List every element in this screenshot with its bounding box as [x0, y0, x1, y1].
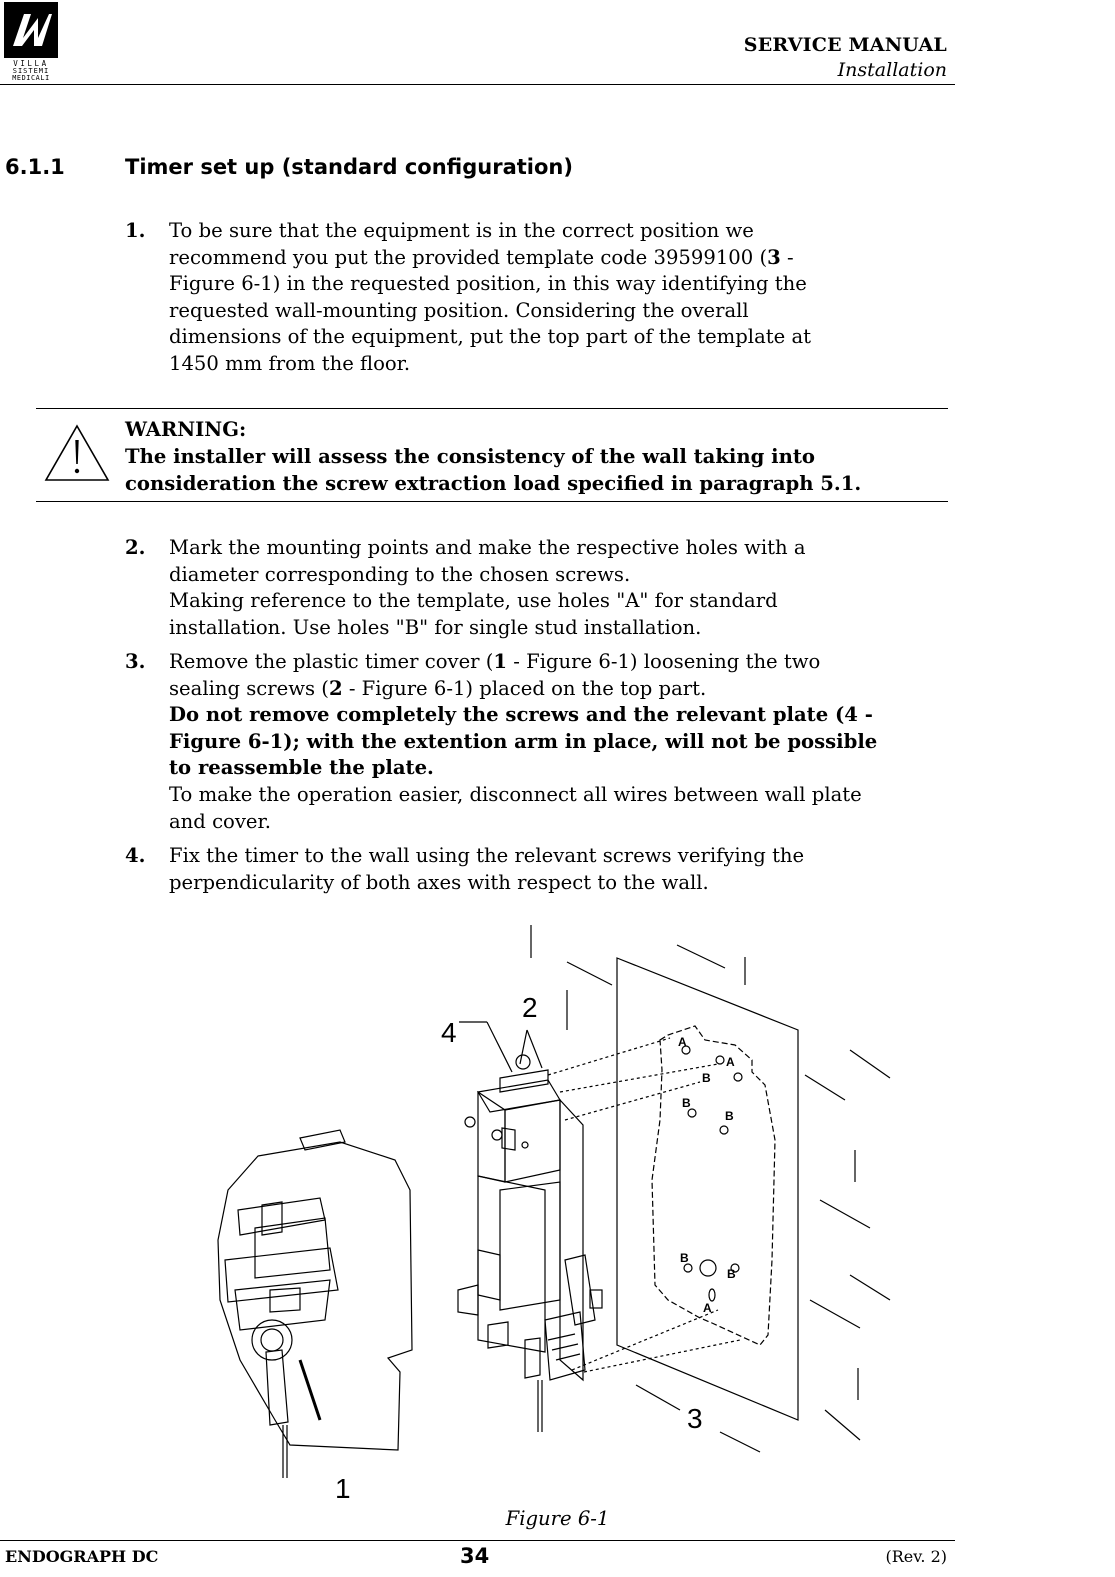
logo-text-villa: VILLA: [13, 59, 49, 68]
callout-3: 3: [687, 1403, 703, 1434]
step-text: Remove the plastic timer cover (: [169, 650, 494, 673]
hole-label-a: A: [678, 1035, 687, 1049]
warning-line: consideration the screw extraction load specified in paragraph 5.1.: [125, 472, 862, 495]
step-line: [169, 755, 947, 782]
step-text-bold: 2: [328, 676, 343, 700]
step-2: [125, 535, 947, 641]
section-number: 6.1.1: [5, 155, 65, 179]
step-text: Figure 6-1) in the requested position, in this way identifying the: [169, 272, 807, 296]
step-line: [169, 676, 947, 703]
warning-triangle-icon: [42, 422, 112, 484]
villa-sistemi-medicali-logo: [4, 2, 58, 80]
step-text: recommend you put the provided template code 39599100 (: [169, 245, 768, 269]
warning-title: WARNING:: [125, 418, 247, 441]
step-line: [169, 271, 947, 298]
footer-page-number: 34: [460, 1544, 490, 1568]
step-4: [125, 843, 947, 896]
warning-top-rule: [36, 408, 948, 409]
step-text-bold: Figure 6-1); with the extention arm in place, will not be possible: [169, 729, 878, 753]
hole-label-b: B: [702, 1071, 711, 1085]
figure-caption: Figure 6-1: [505, 1507, 610, 1530]
step-text-bold: Do not remove completely the screws and the relevant plate (4 -: [169, 703, 873, 727]
step-text: - Figure 6-1) loosening the two: [507, 650, 821, 673]
hole-label-a: A: [726, 1055, 735, 1069]
step-text: perpendicularity of both axes with respect to the wall.: [169, 870, 709, 894]
step-text: Mark the mounting points and make the respective holes with a: [169, 536, 806, 559]
step-line: [169, 535, 947, 562]
step-text: installation. Use holes "B" for single stud installation.: [169, 615, 702, 639]
footer-revision: (Rev. 2): [885, 1547, 947, 1566]
step-line: [169, 588, 947, 615]
hole-label-b: B: [725, 1109, 734, 1123]
step-line: [169, 649, 947, 676]
callout-1: 1: [335, 1473, 351, 1504]
step-text: 1450 mm from the floor.: [169, 351, 411, 375]
step-number: 2.: [125, 536, 146, 559]
step-line: [169, 809, 947, 836]
step-text: Making reference to the template, use holes "A" for standard: [169, 589, 778, 613]
callout-4: 4: [441, 1017, 457, 1048]
step-line: [169, 729, 947, 756]
section-title: Timer set up (standard configuration): [125, 155, 573, 179]
logo-text-medicali: MEDICALI: [12, 74, 50, 82]
callout-2: 2: [522, 992, 538, 1023]
step-line: [169, 562, 947, 589]
warning-text: [125, 416, 861, 497]
step-text: To make the operation easier, disconnect all wires between wall plate: [169, 782, 862, 806]
hole-label-b: B: [680, 1251, 689, 1265]
step-line: [169, 298, 947, 325]
step-line: [169, 782, 947, 809]
logo-text-sistemi: SISTEMI: [12, 67, 50, 75]
header-subtitle: Installation: [837, 59, 947, 81]
header-rule: [0, 84, 955, 85]
step-text: -: [780, 245, 794, 269]
footer-product-name: ENDOGRAPH DC: [5, 1547, 159, 1566]
hole-label-a: A: [703, 1301, 712, 1315]
step-body: [169, 649, 947, 835]
step-line: [169, 615, 947, 642]
warning-line: The installer will assess the consistency of the wall taking into: [125, 445, 815, 468]
step-line: [169, 351, 947, 378]
step-line: [169, 870, 947, 897]
step-text: requested wall-mounting position. Considering the overall: [169, 298, 749, 322]
step-text: - Figure 6-1) placed on the top part.: [342, 676, 707, 700]
step-body: [169, 843, 947, 896]
step-1: [125, 218, 947, 378]
step-line: [169, 324, 947, 351]
header-title: SERVICE MANUAL: [743, 34, 947, 56]
step-text: To be sure that the equipment is in the correct position we: [169, 219, 754, 242]
step-body: [169, 218, 947, 378]
figure-6-1-drawing: [205, 922, 905, 1504]
step-text: dimensions of the equipment, put the top part of the template at: [169, 325, 812, 349]
hole-label-b: B: [682, 1096, 691, 1110]
step-number: 1.: [125, 219, 146, 242]
step-text: sealing screws (: [169, 676, 329, 700]
step-text-bold: 3: [767, 245, 781, 269]
wall-hatching: [531, 925, 890, 1452]
step-text-bold: to reassemble the plate.: [169, 756, 434, 780]
wall-template-plate: [617, 958, 798, 1420]
step-line: [169, 245, 947, 272]
step-number: 4.: [125, 844, 146, 867]
step-body: [169, 535, 947, 641]
step-text-bold: 1: [493, 650, 508, 673]
hole-label-b: B: [727, 1267, 736, 1281]
step-line: [169, 218, 947, 245]
step-text: Fix the timer to the wall using the relevant screws verifying the: [169, 844, 805, 867]
warning-bottom-rule: [36, 501, 948, 502]
step-3: [125, 649, 947, 835]
footer-rule: [0, 1540, 955, 1541]
timer-base-unit: [458, 1055, 602, 1432]
step-number: 3.: [125, 650, 146, 673]
step-line: [169, 702, 947, 729]
step-line: [169, 843, 947, 870]
step-text: and cover.: [169, 809, 271, 833]
timer-cover: [218, 1130, 412, 1478]
step-text: diameter corresponding to the chosen screws.: [169, 562, 631, 586]
